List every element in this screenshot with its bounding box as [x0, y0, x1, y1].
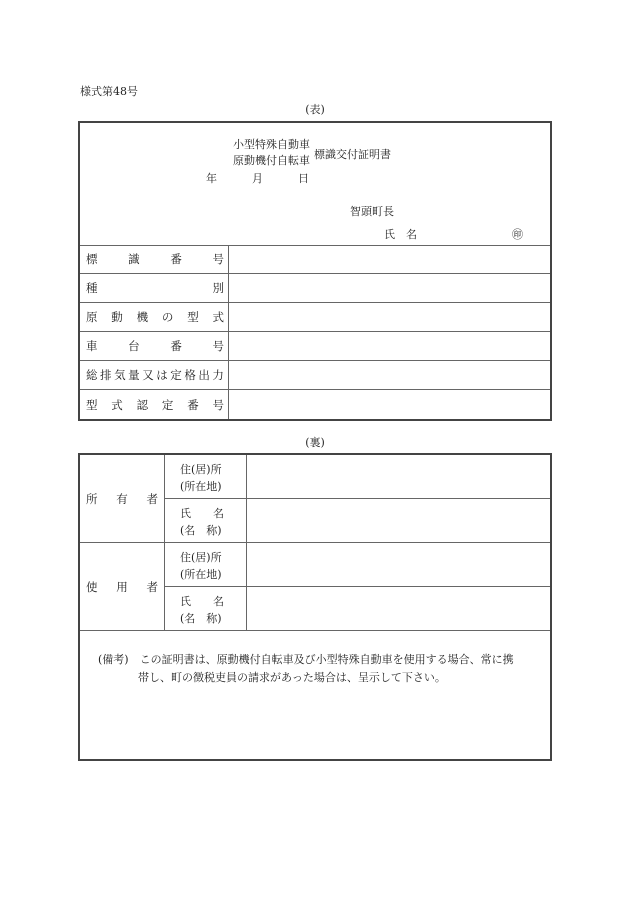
owner-section	[80, 455, 550, 543]
certificate-header	[80, 123, 550, 246]
owner-name-field[interactable]	[246, 499, 550, 543]
user-address-field[interactable]	[246, 543, 550, 587]
user-section	[80, 543, 550, 631]
front-side-label: (表)	[305, 103, 325, 116]
signer-name-label: 氏 名	[384, 228, 417, 241]
row-value-field[interactable]	[228, 332, 550, 360]
form-number: 様式第48号	[80, 85, 138, 98]
issuer-title: 智頭町長	[350, 205, 394, 218]
remarks-line-2: 帯し、町の徴税吏員の請求があった場合は、呈示して下さい。	[138, 671, 446, 684]
date-year: 年	[206, 172, 217, 185]
user-address-label: 住(居)所 (所在地)	[164, 543, 246, 587]
table-row	[80, 361, 550, 390]
row-label: 原 動 機 の 型 式	[86, 310, 224, 324]
back-certificate-box	[78, 453, 552, 761]
owner-address-field[interactable]	[246, 455, 550, 499]
back-side-label: (裏)	[305, 436, 325, 449]
seal-mark: ㊞	[512, 228, 523, 241]
row-label: 標 識 番 号	[86, 252, 224, 266]
vehicle-info-table	[80, 245, 550, 419]
owner-address-label: 住(居)所 (所在地)	[164, 455, 246, 499]
table-row	[80, 303, 550, 332]
table-row	[80, 390, 550, 419]
date-day: 日	[298, 172, 309, 185]
title-moped: 原動機付自転車	[233, 154, 310, 167]
user-category: 使 用 者	[86, 579, 158, 594]
date-month: 月	[252, 172, 263, 185]
user-name-field[interactable]	[246, 587, 550, 631]
title-small-special-vehicle: 小型特殊自動車	[233, 138, 310, 151]
owner-name-label: 氏 名 (名 称)	[164, 499, 246, 543]
table-row	[80, 332, 550, 361]
row-value-field[interactable]	[228, 361, 550, 389]
table-row	[80, 274, 550, 303]
user-name-label: 氏 名 (名 称)	[164, 587, 246, 631]
issue-date	[206, 170, 309, 186]
remarks-line-1: (備考) この証明書は、原動機付自転車及び小型特殊自動車を使用する場合、常に携	[98, 653, 514, 666]
row-label: 車 台 番 号	[86, 339, 224, 353]
row-value-field[interactable]	[228, 303, 550, 331]
front-certificate-box	[78, 121, 552, 421]
owner-category: 所 有 者	[86, 491, 158, 506]
vehicle-type-stack	[233, 137, 310, 169]
row-label: 総 排 気 量 又 は 定 格 出 力	[86, 368, 224, 382]
remarks-note	[98, 651, 538, 687]
table-row	[80, 245, 550, 274]
row-value-field[interactable]	[228, 274, 550, 302]
certificate-title: 標識交付証明書	[314, 148, 391, 161]
row-label: 種 別	[86, 281, 224, 295]
row-value-field[interactable]	[228, 245, 550, 273]
row-value-field[interactable]	[228, 390, 550, 419]
row-label: 型 式 認 定 番 号	[86, 397, 224, 412]
